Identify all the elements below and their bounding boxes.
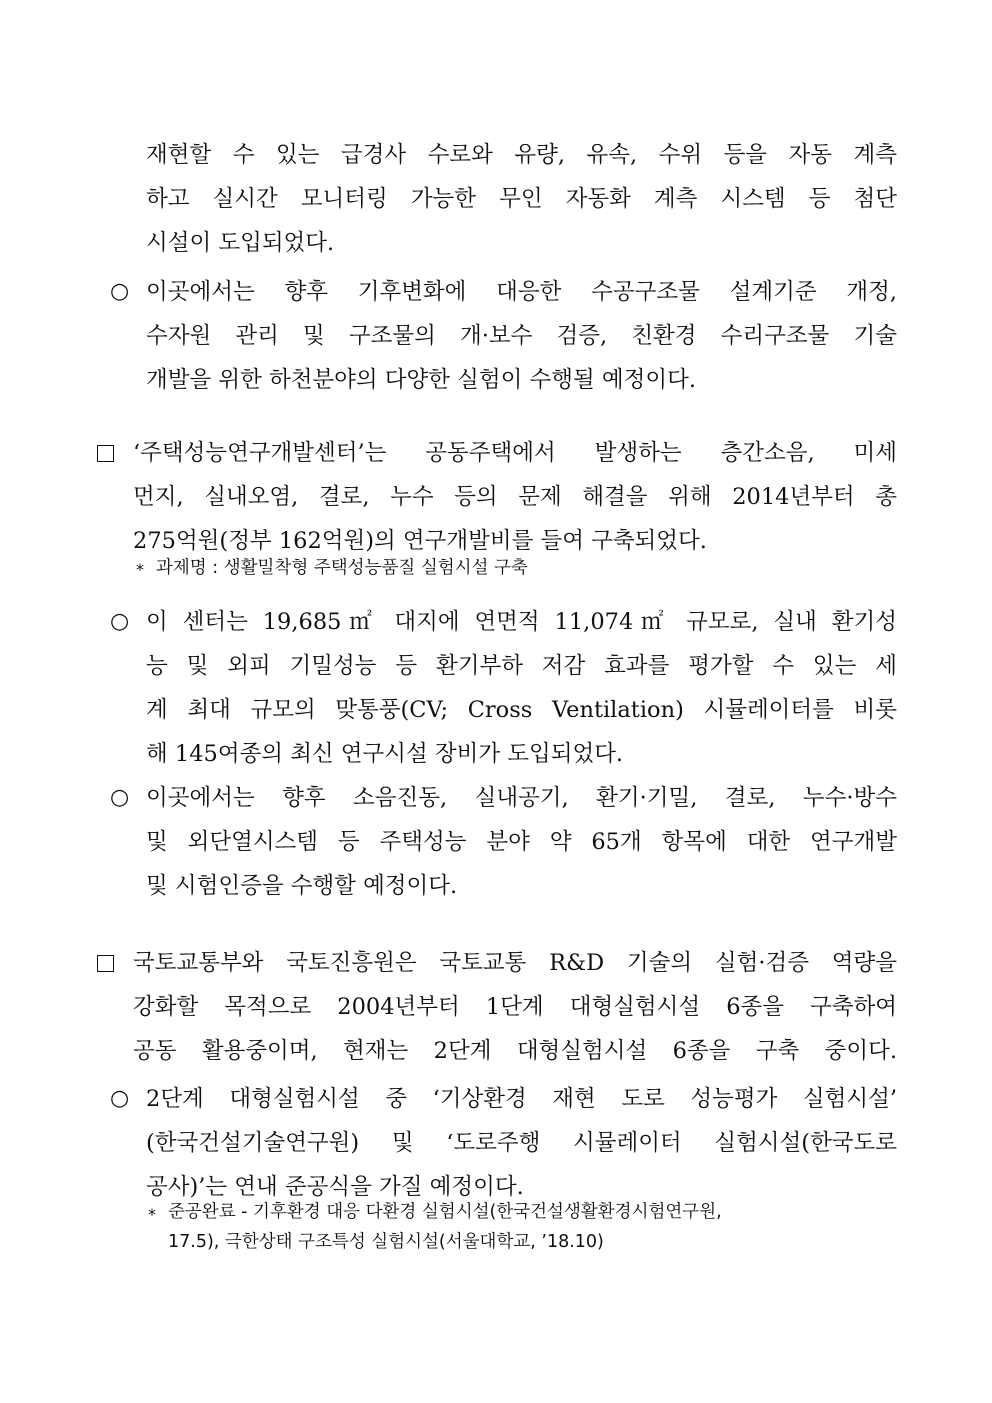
circle-bullet-icon: ○	[110, 279, 130, 304]
text-line: ‘주택성능연구개발센터’는 공동주택에서 발생하는 층간소음, 미세	[133, 440, 897, 466]
text-line: 공사)’는 연내 준공식을 가질 예정이다.	[146, 1174, 524, 1200]
section-paragraph	[133, 941, 897, 1073]
square-bullet-icon	[97, 445, 114, 462]
text-line: 재현할 수 있는 급경사 수로와 유량, 유속, 수위 등을 자동 계측	[146, 142, 897, 168]
bullet-paragraph	[146, 270, 897, 402]
bullet-paragraph	[146, 776, 897, 908]
text-line: 국토교통부와 국토진흥원은 국토교통 R&D 기술의 실험·검증 역량을	[133, 950, 897, 976]
bullet-paragraph	[146, 1077, 897, 1209]
text-line: 개발을 위한 하천분야의 다양한 실험이 수행될 예정이다.	[146, 367, 696, 393]
circle-bullet-icon: ○	[110, 1086, 130, 1111]
footnote: 과제명 : 생활밀착형 주택성능품질 실험시설 구축	[156, 558, 528, 578]
text-line: 이곳에서는 향후 기후변화에 대응한 수공구조물 설계기준 개정,	[146, 279, 897, 305]
paragraph-continuation	[146, 133, 897, 265]
text-line: 이 센터는 19,685㎡ 대지에 연면적 11,074㎡ 규모로, 실내 환기성	[146, 609, 897, 635]
text-line: 먼지, 실내오염, 결로, 누수 등의 문제 해결을 위해 2014년부터 총	[133, 484, 897, 510]
text-line: 능 및 외피 기밀성능 등 환기부하 저감 효과를 평가할 수 있는 세	[146, 653, 897, 679]
asterisk-icon: *	[148, 1205, 156, 1224]
bullet-paragraph	[146, 600, 897, 776]
footnote-line: 준공완료 - 기후환경 대응 다환경 실험시설(한국건설생활환경시험연구원,	[168, 1202, 722, 1222]
footnote	[168, 1197, 898, 1257]
text-line: (한국건설기술연구원) 및 ‘도로주행 시뮬레이터 실험시설(한국도로	[146, 1130, 897, 1156]
square-bullet-icon	[97, 955, 114, 972]
text-line: 강화할 목적으로 2004년부터 1단계 대형실험시설 6종을 구축하여	[133, 994, 897, 1020]
text-line: 해 145여종의 최신 연구시설 장비가 도입되었다.	[146, 741, 624, 767]
text-line: 및 시험인증을 수행할 예정이다.	[146, 873, 458, 899]
circle-bullet-icon: ○	[110, 609, 130, 634]
text-line: 하고 실시간 모니터링 가능한 무인 자동화 계측 시스템 등 첨단	[146, 186, 897, 212]
text-line: 수자원 관리 및 구조물의 개·보수 검증, 친환경 수리구조물 기술	[146, 323, 897, 349]
section-paragraph	[133, 431, 897, 563]
footnote-line: 17.5), 극한상태 구조특성 실험시설(서울대학교, ’18.10)	[168, 1232, 604, 1252]
circle-bullet-icon: ○	[110, 785, 130, 810]
text-line: 이곳에서는 향후 소음진동, 실내공기, 환기·기밀, 결로, 누수·방수	[146, 785, 897, 811]
text-line: 공동 활용중이며, 현재는 2단계 대형실험시설 6종을 구축 중이다.	[133, 1038, 897, 1064]
asterisk-icon: *	[136, 560, 144, 579]
text-line: 시설이 도입되었다.	[146, 230, 335, 256]
text-line: 및 외단열시스템 등 주택성능 분야 약 65개 항목에 대한 연구개발	[146, 829, 897, 855]
text-line: 계 최대 규모의 맞통풍(CV; Cross Ventilation) 시뮬레이터를 비롯	[146, 697, 897, 723]
text-line: 2단계 대형실험시설 중 ‘기상환경 재현 도로 성능평가 실험시설’	[146, 1086, 897, 1112]
text-line: 275억원(정부 162억원)의 연구개발비를 들여 구축되었다.	[133, 528, 707, 554]
